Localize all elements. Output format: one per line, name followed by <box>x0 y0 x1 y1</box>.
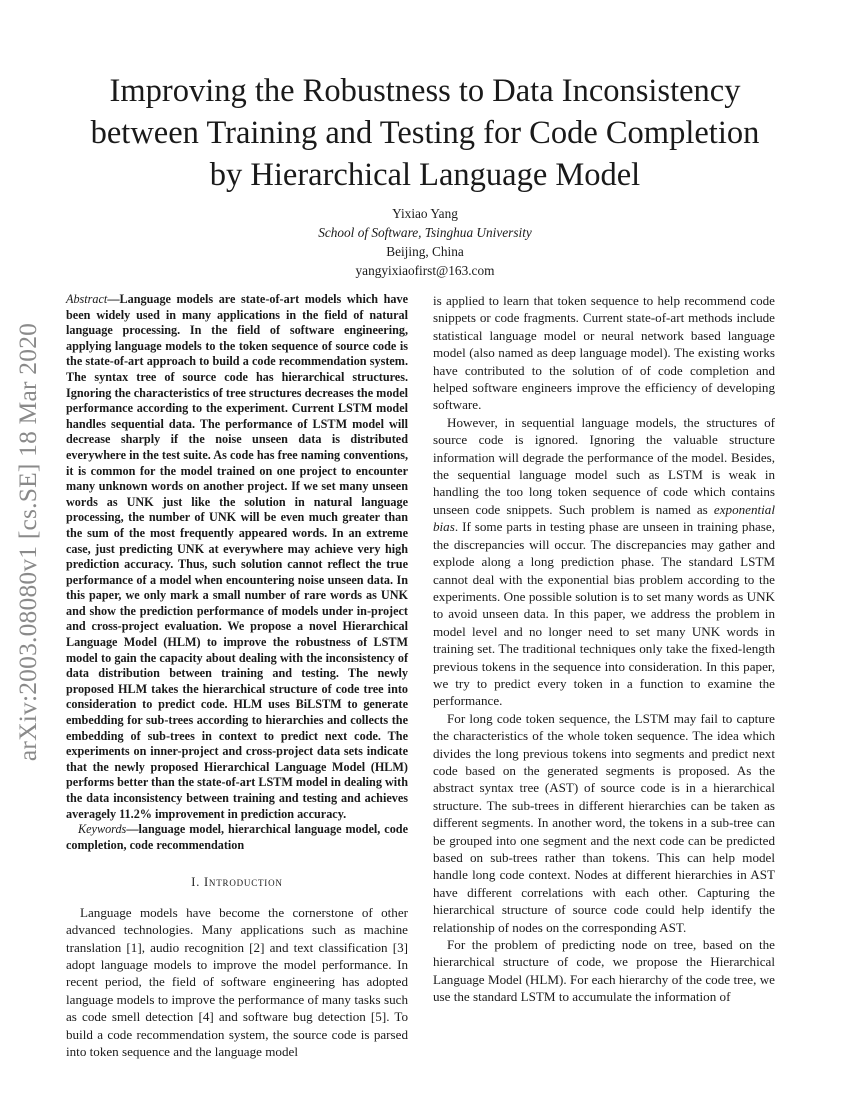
title-line-2: between Training and Testing for Code Completion <box>90 115 760 151</box>
intro-paragraph-2-b: . If some parts in testing phase are unseen in training phase, the discrepancies will occur. The discrepancies may gather and explode along a long prediction phase. The standard LSTM cannot deal with the exponential bias problem according to the experiments. One possible solution is to set many words as UNK to avoid unseen data. In this paper, we address the problem in model level and no longer need to set many UNK words in training set. The traditional techniques only take the fixed-length previous tokens in the sequence into consideration. In this paper, we try to predict every token in a function to examine the performance. <box>433 519 775 709</box>
author-name: Yixiao Yang <box>392 206 458 221</box>
intro-paragraph-2-a: However, in sequential language models, the structures of source code is ignored. Ignoring the valuable structure information will degrade the performance of the model. Besides, the sequential language model such as LSTM is weak in handling the too long token sequence of code which contains unseen code snippets. Such problem is named as <box>433 414 775 517</box>
arxiv-stamp-text: arXiv:2003.08080v1 [cs.SE] 18 Mar 2020 <box>13 322 42 762</box>
abstract <box>66 292 408 822</box>
left-column <box>66 292 408 1060</box>
intro-paragraph-4: For the problem of predicting node on tree, based on the hierarchical structure of code, we propose the Hierarchical Language Model (HLM). For each hierarchy of the code tree, we use the standard LSTM to accumulate the information of <box>433 937 775 1005</box>
abstract-text: —Language models are state-of-art models which have been widely used in many applications in the field of natural language processing. In the field of software engineering, applying language models to the token sequence of source code is the state-of-art approach to build a code recommendation system. The syntax tree of source code has hierarchical structures. Ignoring the characteristics of tree structures decreases the model performance according to the experiment. Current LSTM model handles sequential data. The performance of LSTM model will decrease sharply if the noise unseen data is distributed everywhere in the test suite. As code has free naming conventions, it is common for the model trained on one project to encounter many unknown words on another project. If we set many unseen words as UNK just like the solution in natural language processing, the number of UNK will be even much greater than the sum of the most frequently appeared words. In an extreme case, just predicting UNK at everywhere may achieve very high prediction accuracy. Thus, such solution cannot reflect the true performance of a model when encountering noise unseen data. In this paper, we only mark a small number of rare words as UNK and show the prediction performance of models under in-project and cross-project evaluation. We propose a novel Hierarchical Language Model (HLM) to improve the robustness of LSTM model to gain the capacity about dealing with the inconsistency of data distribution between training and testing. The newly proposed HLM takes the hierarchical structure of code tree into consideration to predict code. HLM uses BiLSTM to generate embedding for sub-trees according to hierarchies and collects the embedding of sub-trees in context to predict next code. The experiments on inner-project and cross-project data sets indicate that the newly proposed Hierarchical Language Model (HLM) performs better than the state-of-art LSTM model in dealing with the data inconsistency between training and testing and achieves averagely 11.2% improvement in prediction accuracy. <box>66 292 408 821</box>
keywords-lead: Keywords <box>78 822 127 837</box>
paper-title <box>40 70 810 196</box>
title-line-3: by Hierarchical Language Model <box>209 157 641 193</box>
term-exponential-bias: exponential bias <box>433 501 775 535</box>
author-affiliation: School of Software, Tsinghua University <box>318 225 532 240</box>
intro-paragraph-1-continued: is applied to learn that token sequence to help recommend code snippets or code fragments. Current state-of-art methods include statistical language model or neural network based language model (also named as deep language model). The existing works have contributed to the solution of of code completion and helped software engineers improve the efficiency of developing software. <box>433 293 775 413</box>
author-location: Beijing, China <box>386 244 464 259</box>
section-heading-introduction: I. Introduction <box>191 875 283 890</box>
abstract-lead: Abstract <box>66 292 108 306</box>
keywords-text: —language model, hierarchical language model, code completion, code recommendation <box>66 822 408 852</box>
author-block <box>200 204 650 280</box>
keywords <box>66 822 408 853</box>
intro-paragraph-3: For long code token sequence, the LSTM may fail to capture the characteristics of the whole token sequence. The idea which divides the long previous tokens into segments and predict next code based on the generated segments is proposed. As the abstract syntax tree (AST) of source code is in a hierarchical structure. The sub-trees in different hierarchies can be taken as different segments. In another word, the tokens in a sub-tree can be grouped into one segment and the next code can be predicted based on sub-trees rather than tokens. This can help model handle long code context. Nodes at different hierarchies in AST have different correlations with each other. Capturing the hierarchical structure of source code could help identify the relationship of nodes on the corresponding AST. <box>433 710 775 935</box>
intro-paragraph-2 <box>433 414 775 710</box>
author-email: yangyixiaofirst@163.com <box>355 263 495 278</box>
right-column <box>433 292 775 1006</box>
title-line-1: Improving the Robustness to Data Inconsistency <box>109 73 741 109</box>
intro-paragraph-1: Language models have become the cornerstone of other advanced technologies. Many applications such as machine translation [1], audio recognition [2] and text classification [3] adopt language models to improve the model performance. In recent period, the field of software engineering has adopted language models to improve the performance of many tasks such as code smell detection [4] and software bug detection [5]. To build a code recommendation system, the source code is parsed into token sequence and the language model <box>66 904 408 1060</box>
arxiv-stamp <box>8 294 48 790</box>
